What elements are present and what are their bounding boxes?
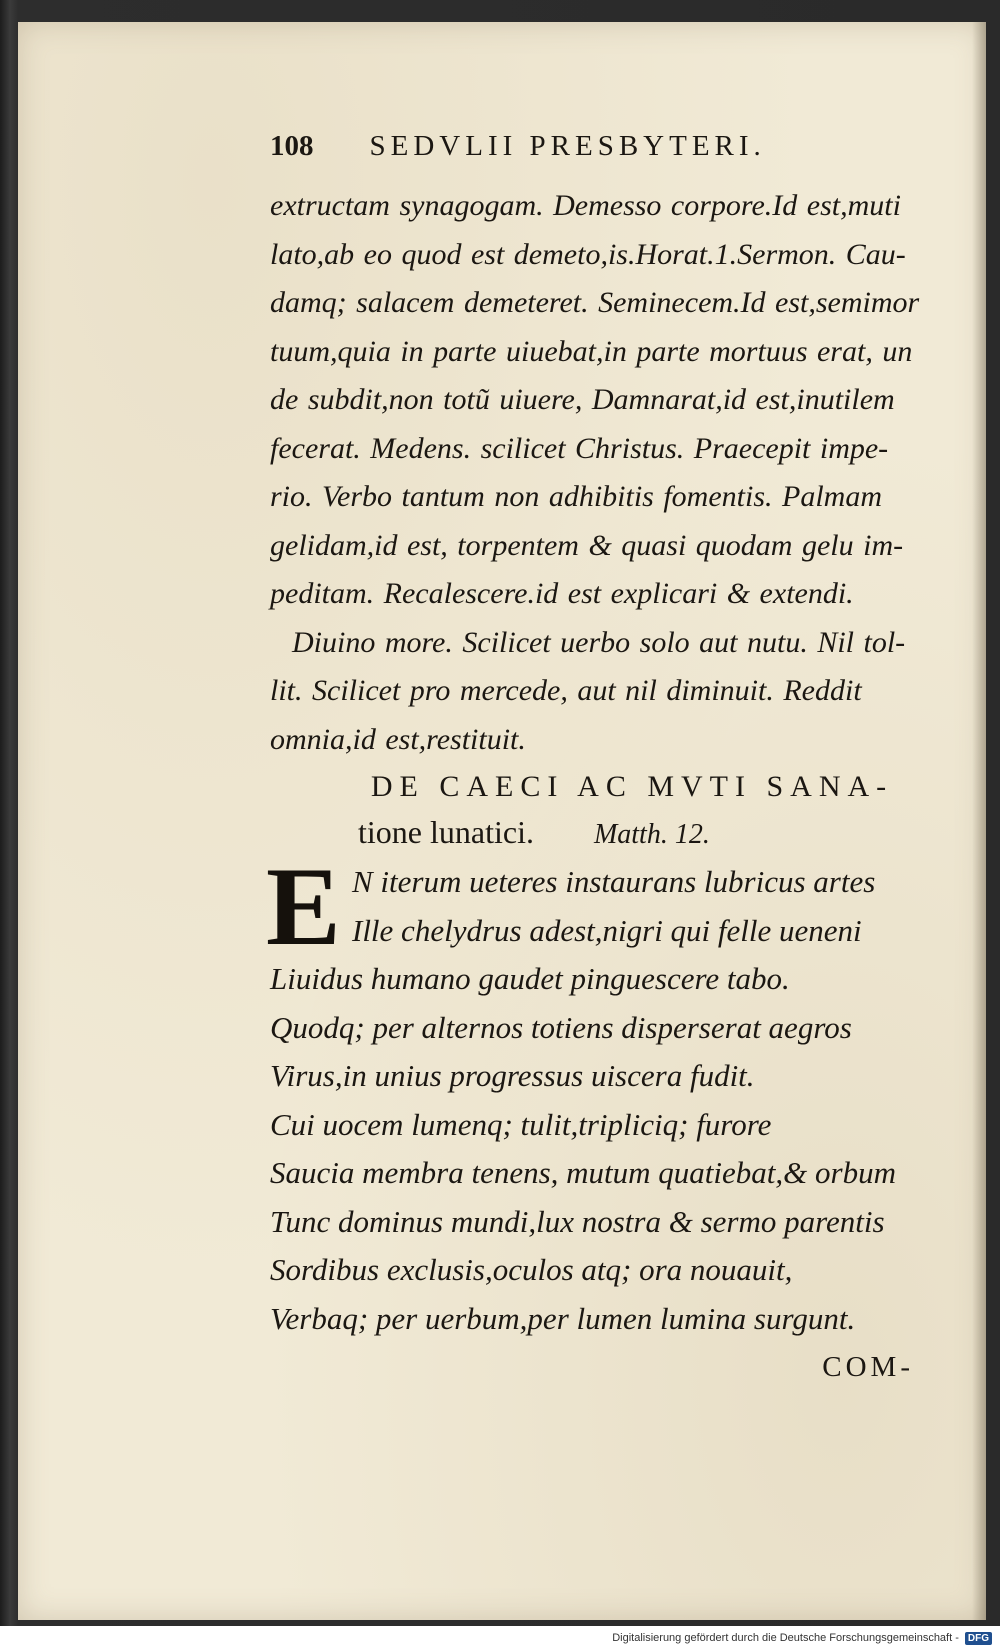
book-page — [18, 22, 986, 1620]
commentary-line: extructam synagogam. Demesso corpore.Id est,muti — [270, 189, 901, 222]
commentary-line: lato,ab eo quod est demeto,is.Horat.1.Sermon. Cau- — [270, 237, 906, 271]
verse-line: Virus,in unius progressus uiscera fudit. — [270, 1058, 755, 1093]
verse-line: Cui uocem lumenq; tulit,tripliciq; furore — [270, 1106, 772, 1142]
digitization-credit-bar — [0, 1626, 1000, 1650]
commentary-line: damq; salacem demeteret. Seminecem.Id est,semimor — [270, 286, 920, 319]
verse-line: Verbaq; per uerbum,per lumen lumina surgunt. — [270, 1300, 856, 1336]
commentary — [270, 182, 970, 764]
verse-line: Sordibus exclusis,oculos atq; ora nouauit, — [270, 1252, 793, 1287]
running-head — [270, 130, 970, 182]
verse-line: Liuidus humano gaudet pinguescere tabo. — [270, 961, 790, 996]
section-heading: DE CAECI AC MVTI SANA- — [370, 770, 894, 803]
commentary-line: peditam. Recalescere.id est explicari & extendi. — [270, 577, 854, 610]
verse-line: Ille chelydrus adest,nigri qui felle ueneni — [352, 912, 862, 948]
commentary-line: rio. Verbo tantum non adhibitis fomentis. Palmam — [270, 480, 882, 513]
text-block — [266, 130, 970, 1391]
commentary-line: lit. Scilicet pro mercede, aut nil diminuit. Reddit — [270, 674, 862, 707]
running-title: SEDVLII PRESBYTERI. — [369, 130, 766, 162]
commentary-line: tuum,quia in parte uiuebat,in parte mortuus erat, un — [270, 334, 913, 368]
dfg-logo: DFG — [965, 1632, 992, 1645]
catchword: COM- — [822, 1351, 914, 1383]
commentary-line: Diuino more. Scilicet uerbo solo aut nutu. Nil tol- — [292, 625, 906, 659]
page-number: 108 — [270, 130, 314, 162]
verse-block — [266, 845, 970, 1343]
commentary-line: omnia,id est,restituit. — [270, 722, 526, 756]
verse-line: N iterum ueteres instaurans lubricus artes — [352, 864, 876, 899]
section-subheading-text: tione lunatici. — [358, 814, 534, 850]
verse-line: Tunc dominus mundi,lux nostra & sermo parentis — [270, 1203, 885, 1239]
funding-credit: Digitalisierung gefördert durch die Deutsche Forschungsgemeinschaft - — [612, 1632, 959, 1644]
commentary-line: fecerat. Medens. scilicet Christus. Praecepit impe- — [270, 431, 889, 465]
section-subheading — [270, 808, 970, 856]
page-edge-shadow — [972, 22, 986, 1620]
commentary-line: gelidam,id est, torpentem & quasi quodam gelu im- — [270, 528, 904, 562]
drop-cap-initial: E — [266, 845, 341, 969]
scripture-reference: Matth. 12. — [593, 819, 710, 850]
verse-line: Saucia membra tenens, mutum quatiebat,& orbum — [270, 1155, 896, 1190]
commentary-line: de subdit,non totũ uiuere, Damnarat,id est,inutilem — [270, 383, 895, 416]
verse-line: Quodq; per alternos totiens disperserat aegros — [270, 1009, 852, 1045]
